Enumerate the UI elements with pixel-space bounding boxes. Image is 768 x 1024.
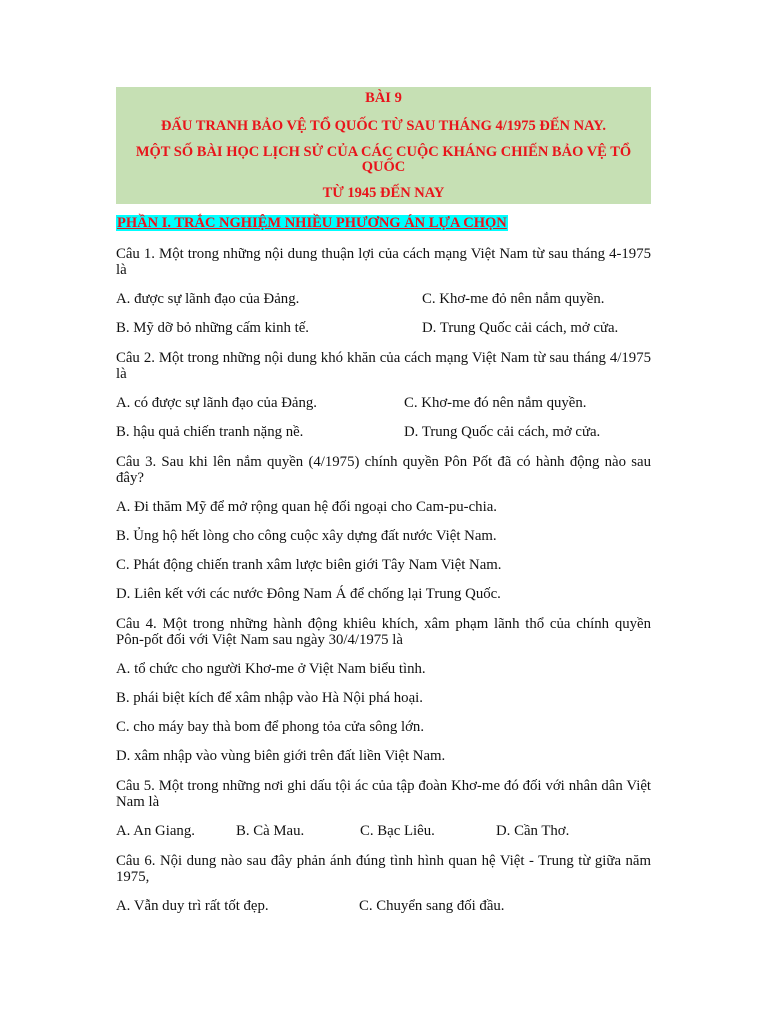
option: C. Bạc Liêu. — [360, 823, 435, 839]
question-2: Câu 2. Một trong những nội dung khó khăn của cách mạng Việt Nam từ sau tháng 4/1975 là — [116, 350, 651, 382]
option: A. Đi thăm Mỹ để mở rộng quan hệ đối ngoại cho Cam-pu-chia. — [116, 499, 497, 515]
option: C. Chuyển sang đối đầu. — [359, 898, 505, 914]
option: B. phái biệt kích để xâm nhập vào Hà Nội phá hoại. — [116, 690, 423, 706]
options-row — [116, 898, 651, 914]
option: C. cho máy bay thà bom để phong tỏa cửa sông lớn. — [116, 719, 425, 735]
question-3: Câu 3. Sau khi lên nắm quyền (4/1975) chính quyền Pôn Pốt đã có hành động nào sau đây? — [116, 454, 651, 486]
options-row — [116, 823, 651, 839]
option: D. Trung Quốc cải cách, mở cửa. — [422, 320, 619, 336]
option: A. tổ chức cho người Khơ-me ở Việt Nam biểu tình. — [116, 661, 426, 677]
lesson-number: BÀI 9 — [365, 90, 402, 106]
option: C. Khơ-me đỏ nên nắm quyền. — [422, 291, 605, 307]
option: C. Khơ-me đó nên nắm quyền. — [404, 395, 587, 411]
options-row — [116, 291, 651, 307]
question-5: Câu 5. Một trong những nơi ghi dấu tội ác của tập đoàn Khơ-me đó đối với nhân dân Việt Nam là — [116, 778, 651, 810]
option: D. Trung Quốc cải cách, mở cửa. — [404, 424, 601, 440]
option: C. Phát động chiến tranh xâm lược biên giới Tây Nam Việt Nam. — [116, 557, 502, 573]
option: B. Mỹ dỡ bỏ những cấm kinh tế. — [116, 320, 309, 336]
options-row — [116, 395, 651, 411]
option: D. Cần Thơ. — [496, 823, 570, 839]
option: B. hậu quả chiến tranh nặng nề. — [116, 424, 304, 440]
section-title: PHẦN I. TRẮC NGHIỆM NHIỀU PHƯƠNG ÁN LỰA CHỌN — [117, 215, 507, 231]
lesson-title-line2: MỘT SỐ BÀI HỌC LỊCH SỬ CỦA CÁC CUỘC KHÁNG CHIẾN BẢO VỆ TỔ QUỐC — [135, 144, 632, 175]
option: A. An Giang. — [116, 823, 195, 839]
option: B. Ủng hộ hết lòng cho công cuộc xây dựng đất nước Việt Nam. — [116, 528, 497, 544]
document-page — [116, 87, 651, 914]
options-row — [116, 424, 651, 440]
option: A. có được sự lãnh đạo của Đảng. — [116, 395, 317, 411]
lesson-title-line3: TỪ 1945 ĐẾN NAY — [322, 185, 445, 201]
option: A. được sự lãnh đạo của Đảng. — [116, 291, 300, 307]
options-row — [116, 320, 651, 336]
option: D. xâm nhập vào vùng biên giới trên đất liền Việt Nam. — [116, 748, 446, 764]
option: B. Cà Mau. — [236, 823, 305, 839]
question-4: Câu 4. Một trong những hành động khiêu khích, xâm phạm lãnh thổ của chính quyền Pôn-pốt đối với Việt Nam sau ngày 30/4/1975 là — [116, 616, 651, 648]
lesson-header — [116, 87, 651, 204]
option: D. Liên kết với các nước Đông Nam Á để chống lại Trung Quốc. — [116, 586, 501, 602]
question-6: Câu 6. Nội dung nào sau đây phản ánh đúng tình hình quan hệ Việt - Trung từ giữa năm 1975, — [116, 853, 651, 885]
lesson-title-line1: ĐẤU TRANH BẢO VỆ TỔ QUỐC TỪ SAU THÁNG 4/1975 ĐẾN NAY. — [160, 118, 607, 134]
option: A. Vẫn duy trì rất tốt đẹp. — [116, 898, 269, 914]
question-list — [116, 246, 651, 914]
question-1: Câu 1. Một trong những nội dung thuận lợi của cách mạng Việt Nam từ sau tháng 4-1975 là — [116, 246, 651, 278]
